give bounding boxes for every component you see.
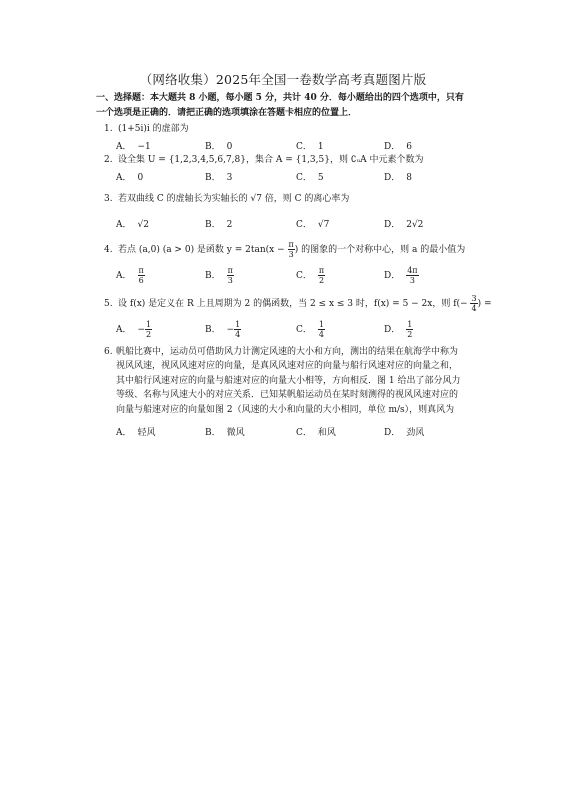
question-6-number: 6. <box>104 347 113 357</box>
question-number: 5. <box>104 299 113 309</box>
question-number: 2. <box>104 155 113 165</box>
option-b: B． − $\frac{1}{4}$ <box>205 320 241 339</box>
question-2 <box>104 153 424 167</box>
question-stem: 设全集 U = {1,2,3,4,5,6,7,8}，集合 A = {1,3,5}，则 ∁ᵤA 中元素个数为 <box>118 155 424 165</box>
question-4-options <box>116 266 446 290</box>
stem-line: 帆船比赛中，运动员可借助风力计测定风速的大小和方向，测出的结果在航海学中称为 <box>116 347 459 357</box>
question-6-stem <box>116 345 461 417</box>
section-heading <box>96 91 476 121</box>
question-number: 3. <box>104 194 113 204</box>
option-b: B． $\frac{\pi}{3}$ <box>205 266 233 285</box>
option-d: D． $\frac{1}{2}$ <box>384 320 413 339</box>
question-stem: (1+5i)i 的虚部为 <box>118 124 189 134</box>
section-heading-line-1: 一、选择题：本大题共 8 小题，每小题 5 分，共计 40 分．每小题给出的四个选项中，只有 <box>96 93 464 103</box>
option-a: A． √2 <box>116 220 149 230</box>
option-c: C． 和风 <box>296 428 336 438</box>
stem-fraction: $\frac{\pi}{3}$ <box>288 240 294 259</box>
option-c: C． 5 <box>296 173 324 183</box>
option-c: C． $\frac{\pi}{2}$ <box>296 266 325 285</box>
option-a: A． $\frac{\pi}{6}$ <box>116 266 144 285</box>
option-c: C． √7 <box>296 220 330 230</box>
question-stem-a: 若点 (a,0) (a > 0) 是函数 y = 2tan(x − <box>118 245 285 255</box>
question-stem-b: ) = <box>477 299 492 309</box>
stem-line: 其中船行风速对应的向量与船速对应的向量大小相等，方向相反．图 1 给出了部分风力 <box>116 375 461 386</box>
option-a: A． 0 <box>116 173 144 183</box>
option-b: B． 0 <box>205 142 233 152</box>
option-b: B． 3 <box>205 173 233 183</box>
question-stem-a: 设 f(x) 是定义在 R 上且周期为 2 的偶函数，当 2 ≤ x ≤ 3 时，f(x) = 5 − 2x，则 f(− <box>118 299 468 309</box>
question-stem: 若双曲线 C 的虚轴长为实轴长的 √7 倍，则 C 的离心率为 <box>118 194 350 204</box>
option-a: A． − $\frac{1}{2}$ <box>116 320 152 339</box>
question-number: 1. <box>104 124 113 134</box>
section-heading-line-2: 一个选项是正确的．请把正确的选项填涂在答题卡相应的位置上． <box>96 108 358 118</box>
page-title: （网络收集）2025年全国一卷数学高考真题图片版 <box>139 72 427 87</box>
option-d: D． 2√2 <box>384 220 424 230</box>
option-d: D． $\frac{4\pi}{3}$ <box>384 266 418 285</box>
option-a: A． −1 <box>116 142 151 152</box>
option-d: D． 8 <box>384 173 412 183</box>
question-4 <box>104 240 465 259</box>
option-b: B． 2 <box>205 220 233 230</box>
question-number: 4. <box>104 245 113 255</box>
stem-line: 向量与船速对应的向量如图 2（风速的大小和向量的大小相同，单位 m/s），则真风为 <box>116 404 455 415</box>
question-3 <box>104 192 349 206</box>
option-c: C． $\frac{1}{4}$ <box>296 320 324 339</box>
option-d: D． 6 <box>384 142 412 152</box>
stem-line: 等级、名称与风速大小的对应关系．已知某帆船运动员在某时刻测得的视风风速对应的 <box>116 390 459 401</box>
option-a: A． 轻风 <box>116 428 156 438</box>
option-c: C． 1 <box>296 142 324 152</box>
question-3-options <box>116 217 446 233</box>
question-5-options <box>116 320 446 344</box>
question-5 <box>104 294 492 313</box>
stem-fraction: $\frac{3}{4}$ <box>471 294 477 313</box>
stem-line: 视风风速，视风风速对应的向量，是真风风速对应的向量与船行风速对应的向量之和， <box>116 361 459 372</box>
option-d: D． 劲风 <box>384 428 425 438</box>
question-6-options <box>116 425 446 441</box>
option-b: B． 微风 <box>205 428 245 438</box>
question-2-options <box>116 170 446 186</box>
question-stem-b: ) 的图象的一个对称中心，则 a 的最小值为 <box>294 245 466 255</box>
question-1 <box>104 122 189 136</box>
